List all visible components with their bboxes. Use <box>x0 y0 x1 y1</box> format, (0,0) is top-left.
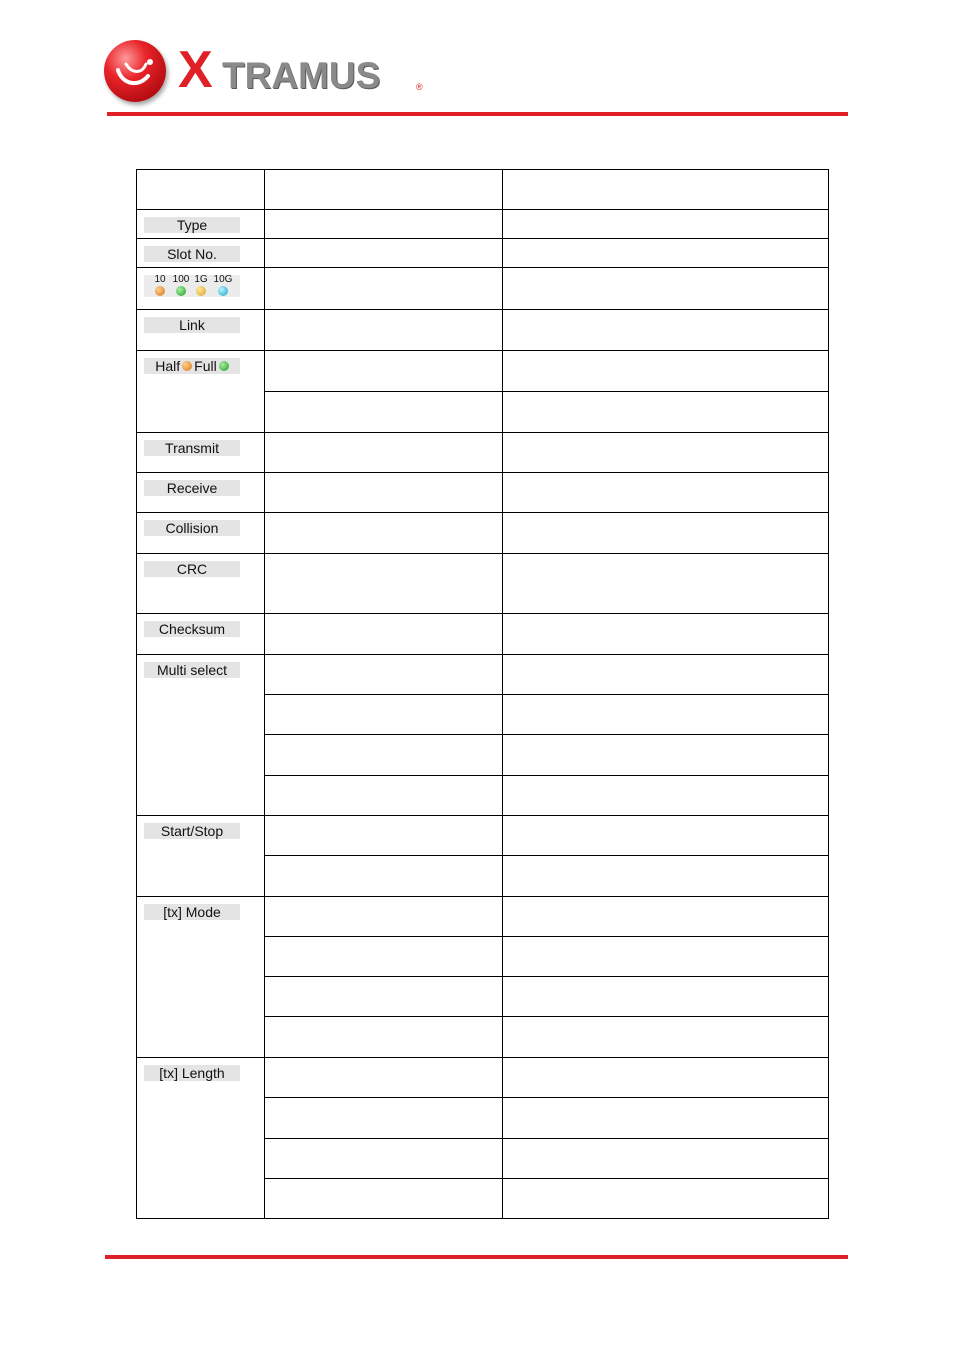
table-row <box>137 816 829 856</box>
logo-wordmark: TRAMUS <box>222 55 381 96</box>
table-row <box>137 473 829 513</box>
table-row <box>137 310 829 351</box>
link-label: Link <box>144 317 240 333</box>
led-1g-text: 1G <box>194 275 208 285</box>
full-text: Full <box>194 358 217 374</box>
led-10g <box>211 275 235 297</box>
speed-led-label <box>144 275 240 297</box>
receive-label: Receive <box>144 480 240 496</box>
cyan-led-icon <box>218 286 228 296</box>
led-10g-text: 10G <box>213 275 233 285</box>
orange-led-icon <box>155 286 165 296</box>
table-row <box>137 1058 829 1098</box>
header-cell <box>265 170 503 210</box>
table-row <box>137 210 829 239</box>
crc-label: CRC <box>144 561 240 577</box>
table-row <box>137 614 829 655</box>
table-row <box>137 351 829 392</box>
table-row <box>137 655 829 695</box>
led-10-text: 10 <box>154 275 166 285</box>
spec-table <box>136 169 829 1219</box>
multi-select-label: Multi select <box>144 662 240 678</box>
slot-label: Slot No. <box>144 246 240 262</box>
table-row <box>137 268 829 310</box>
page-header <box>0 0 954 120</box>
led-100-text: 100 <box>172 275 190 285</box>
full-led-icon <box>219 361 229 371</box>
header-cell <box>503 170 829 210</box>
type-label: Type <box>144 217 240 233</box>
tx-length-label: [tx] Length <box>144 1065 240 1081</box>
table-row <box>137 433 829 473</box>
collision-label: Collision <box>144 520 240 536</box>
transmit-label: Transmit <box>144 440 240 456</box>
table-row <box>137 554 829 614</box>
half-led-icon <box>182 361 192 371</box>
registered-mark: ® <box>416 82 423 92</box>
half-text: Half <box>155 358 181 374</box>
footer-divider <box>105 1255 848 1259</box>
yellow-led-icon <box>196 286 206 296</box>
header-divider <box>107 112 848 116</box>
table-row <box>137 897 829 937</box>
green-led-icon <box>176 286 186 296</box>
tx-mode-label: [tx] Mode <box>144 904 240 920</box>
duplex-label <box>144 358 240 374</box>
header-cell <box>137 170 265 210</box>
led-1g <box>189 275 213 297</box>
checksum-label: Checksum <box>144 621 240 637</box>
xtramus-logo-icon <box>104 40 166 102</box>
logo-swirl-icon <box>104 40 166 102</box>
start-stop-label: Start/Stop <box>144 823 240 839</box>
table-row <box>137 513 829 554</box>
table-row <box>137 239 829 268</box>
logo-x-letter: X <box>178 41 213 99</box>
table-header-row <box>137 170 829 210</box>
